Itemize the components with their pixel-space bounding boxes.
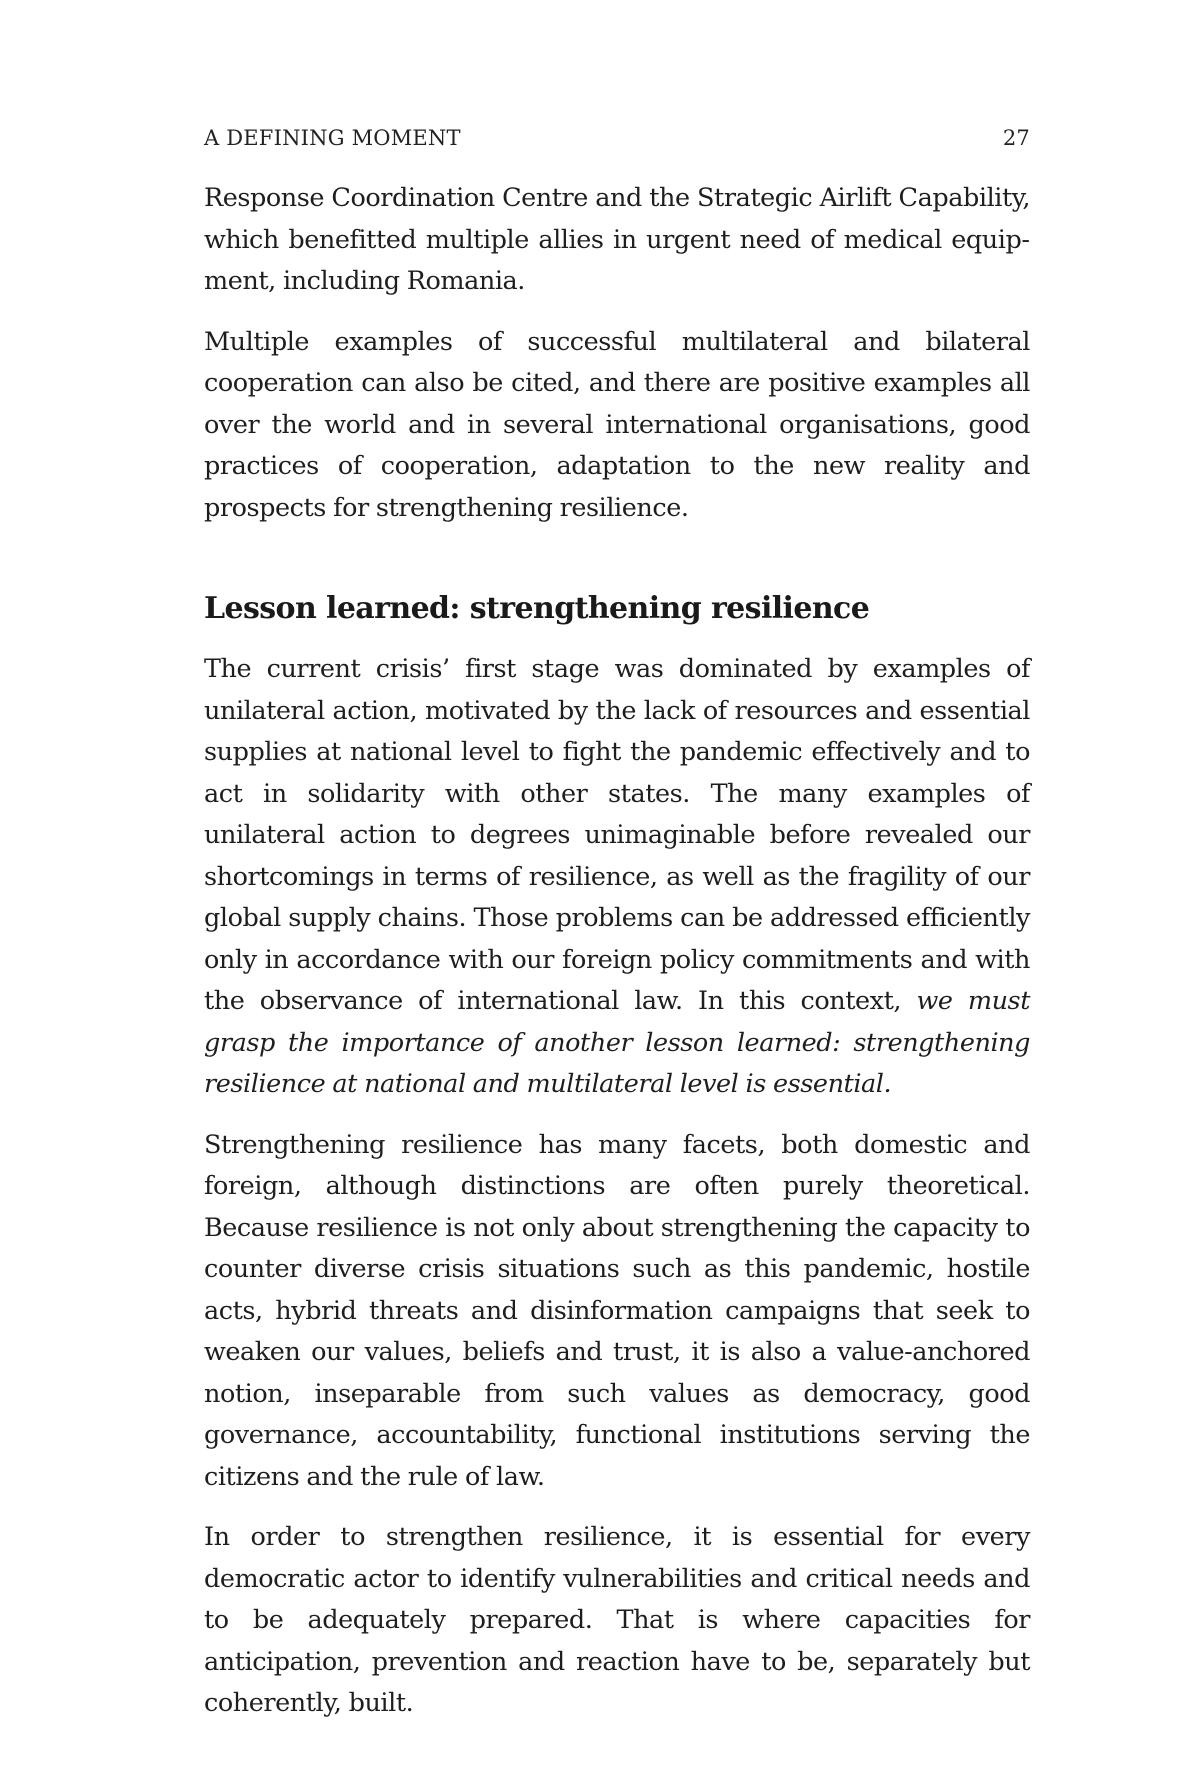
paragraph-4: Strengthening resilience has many facets, both domestic and foreign, although distinctions are often purely theoretical. Because resilience is not only about strengthening the capacity to counter diverse crisis situations such as this pandemic, hostile acts, hybrid threats and disinformation campaigns that seek to weaken our values, beliefs and trust, it is also a value-anchored notion, inseparable from such values as democracy, good governance, accountability, functional institutions serving the citizens and the rule of law. xyxy=(204,1129,1030,1492)
section-heading: Lesson learned: strengthening resilience xyxy=(204,591,870,626)
paragraph-5: In order to strengthen resilience, it is essential for every democratic actor to identify vulnerabilities and critical needs and to be adequately prepared. That is where capacities for anticipation, prevention and reaction have to be, separately but coherently, built. xyxy=(204,1522,1030,1718)
paragraph-1: Response Coordination Centre and the Strategic Airlift Capability, which benefitted multiple allies in urgent need of medical equipment, including Romania. xyxy=(204,183,1030,296)
paragraph-3 xyxy=(204,649,1030,1106)
book-page xyxy=(204,126,1030,1744)
paragraph-2: Multiple examples of successful multilateral and bilateral cooperation can also be cited, and there are positive examples all over the world and in several international organisations, good practices of cooperation, adaptation to the new reality and prospects for strengthening resilience. xyxy=(204,326,1030,523)
running-title: A DEFINING MOMENT xyxy=(204,126,461,150)
page-number: 27 xyxy=(1002,126,1030,150)
paragraph-3-emphasis: we must grasp the importance of another lesson learned: strengthening resilience at national and multilateral level is essential. xyxy=(204,986,1030,1099)
running-header xyxy=(204,126,1030,150)
paragraph-3-text: The current crisis’ first stage was dominated by examples of unilateral action, motivated by the lack of resources and essential supplies at national level to fight the pandemic effectively and to act in solidarity with other states. The many examples of unilateral action to degrees unimaginable before revealed our shortcomings in terms of resilience, as well as the fragility of our global supply chains. Those problems can be addressed efficiently only in accordance with our foreign policy commitments and with the observance of international law. In this context, xyxy=(204,654,1030,1016)
